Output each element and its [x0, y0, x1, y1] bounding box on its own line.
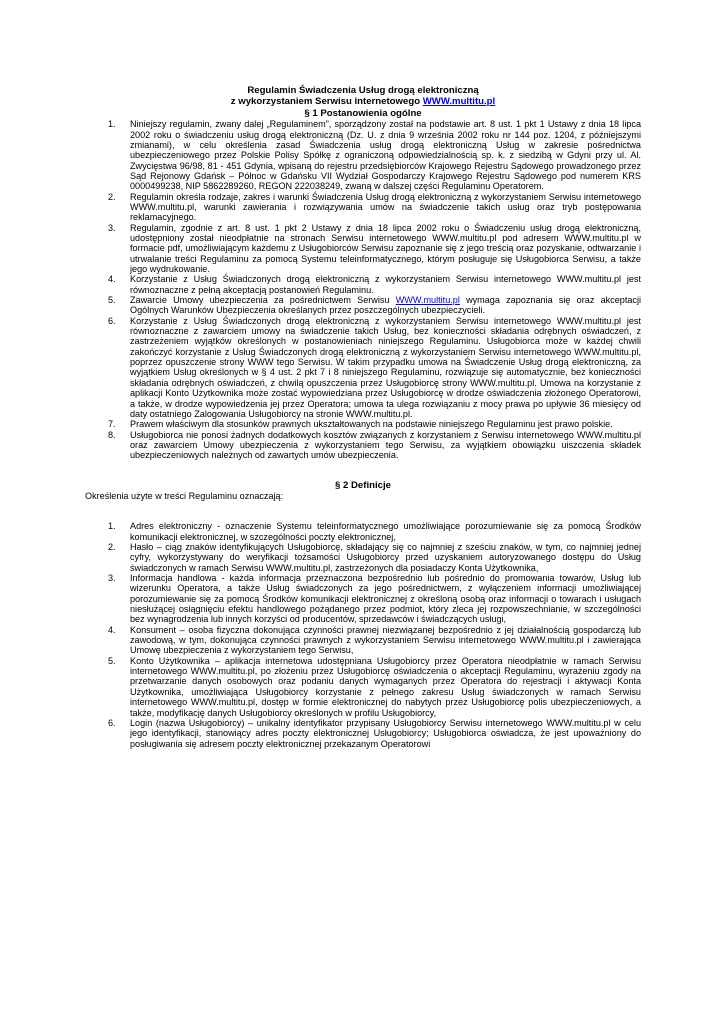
item-text-before: Zawarcie Umowy ubezpieczenia za pośrednictwem Serwisu [130, 295, 396, 306]
document-page [85, 85, 641, 749]
item-text: Regulamin określa rodzaje, zakres i warunki Świadczenia Usług drogą elektroniczną z wykorzystaniem Serwisu internetowego WWW.multitu.pl, warunki zawierania i rozwiązywania umów na świadczenie takich usług oraz tryb postępowania reklamacyjnego. [130, 191, 641, 223]
section-2-list [85, 521, 641, 749]
item-number: 2. [108, 542, 116, 552]
list-item [85, 573, 641, 625]
item-number: 3. [108, 573, 116, 584]
list-item [85, 295, 641, 316]
title-website-link[interactable]: WWW.multitu.pl [422, 96, 496, 108]
list-item [85, 419, 641, 429]
item-text: Korzystanie z Usług Świadczonych drogą elektroniczną z wykorzystaniem Serwisu internetowego WWW.multitu.pl jest równoznaczne z pełną akceptacją postanowień Regulaminu. [130, 274, 641, 295]
item-text: Niniejszy regulamin, zwany dalej „Regulaminem”, sporządzony został na podstawie art. 8 ust. 1 pkt 1 Ustawy z dnia 18 lipca 2002 roku o świadczeniu usług drogą elektroniczną (Dz. U. z dnia 9 września 2002 roku nr 144 poz. 1204, z późniejszymi zmianami), w celu określenia zasad Świadczenia usług drogą elektroniczną Usług w zakresie pośrednictwa ubezpieczeniowego przez Polskie Polisy Spółkę z ograniczoną odpowiedzialnością sp. k. z siedzibą w Gdyni przy ul. Al. Zwycięstwa 96/98, 81 - 451 Gdynia, wpisaną do rejestru przedsiębiorców Krajowego Rejestru Sądowego prowadzonego przez Sąd Rejonowy Gdańsk – Północ w Gdańsku VII Wydział Gospodarczy Krajowego Rejestru Sądowego pod numerem KRS 0000499238, NIP 5862289260, REGON 222038249, zwaną w dalszej części Regulaminu Operatorem. [130, 119, 641, 192]
list-item [85, 192, 641, 223]
list-item [85, 119, 641, 191]
list-item [85, 430, 641, 461]
item-number: 6. [108, 315, 116, 326]
item-text: Usługobiorca nie ponosi żadnych dodatkowych kosztów związanych z korzystaniem z Serwisu internetowego WWW.multitu.pl oraz zawarciem Umowy ubezpieczenia z wykorzystaniem tego Serwisu, za wyjątkiem obowiązku uiszczenia składek ubezpieczeniowych należnych od zawartych umów ubezpieczenia. [130, 429, 641, 461]
item-number: 6. [108, 717, 116, 728]
list-item [85, 718, 641, 749]
list-item [85, 223, 641, 275]
inline-website-link[interactable]: WWW.multitu.pl [395, 295, 460, 306]
list-item [85, 656, 641, 718]
title-line-2 [85, 96, 641, 107]
item-text: Informacja handlowa - każda informacja przeznaczona bezpośrednio lub pośrednio do promowania towarów, Usług lub wizerunku Operatora, a także Usług świadczonych za jego pośrednictwem, z wyłączeniem informacji umożliwiającej porozumiewanie się za pomocą Środków komunikacji elektronicznej z określoną osobą oraz informacji o towarach i usługach niesłużącej osiągnięciu efektu handlowego pożądanego przez podmiot, który zleca jej rozpowszechnianie, w szczególności bez wynagrodzenia lub innych korzyści od producentów, sprzedawców i świadczących usługi, [130, 573, 641, 625]
item-text-after: wymaga zapoznania się oraz akceptacji Ogólnych Warunków Ubezpieczenia określanych przez poszczególnych ubezpieczycieli. [130, 295, 642, 316]
item-number: 1. [108, 119, 116, 130]
section-1-heading: § 1 Postanowienia ogólne [304, 107, 422, 119]
list-item [85, 625, 641, 656]
item-text: Login (nazwa Usługobiorcy) – unikalny identyfikator przypisany Usługobiorcy Serwisu internetowego WWW.multitu.pl w celu jego identyfikacji, stanowiący adres poczty elektronicznej Usługobiorcy; Usługobiorca oświadcza, że jest upoważniony do posługiwania się adresem poczty elektronicznej przekazanym Operatorowi [130, 717, 641, 749]
list-item [85, 542, 641, 573]
document-title [85, 85, 641, 119]
item-number: 5. [108, 295, 116, 306]
item-number: 5. [108, 655, 116, 666]
item-text: Konto Użytkownika – aplikacja internetowa udostępniana Usługobiorcy przez Operatora nieodpłatnie w ramach Serwisu internetowego WWW.multitu.pl, po złożeniu przez Usługobiorcę oświadczenia o akceptacji Regulaminu, wyrażeniu zgody na przetwarzanie danych osobowych oraz podaniu danych wymaganych przez Operatora do rejestracji i aktywacji Konta Użytkownika, umożliwiająca Usługobiorcy korzystanie z pełnego zakresu Usług świadczonych w ramach Serwisu internetowego WWW.multitu.pl, dostęp w formie elektronicznej do nabytych przez Usługobiorcę polis ubezpieczeniowych, a także, modyfikację danych Usługobiorcy określonych w profilu Usługobiorcy, [130, 655, 641, 718]
list-item [85, 521, 641, 542]
item-text: Konsument – osoba fizyczna dokonująca czynności prawnej niezwiązanej bezpośrednio z jej działalnością gospodarczą lub zawodową, w tym, dokonująca czynności prawnych z wykorzystaniem Serwisu internetowego WWW.multitu.pl i zawierająca Umowę ubezpieczenia z wykorzystaniem tego Serwisu, [130, 624, 641, 656]
item-text: Adres elektroniczny - oznaczenie Systemu teleinformatycznego umożliwiające porozumiewanie się za pomocą Środków komunikacji elektronicznej, w szczególności poczty elektronicznej, [130, 521, 641, 542]
section-1-list [85, 119, 641, 460]
item-text: Korzystanie z Usług Świadczonych drogą elektroniczną z wykorzystaniem Serwisu internetowego WWW.multitu.pl jest równoznaczne z zawarciem umowy na świadczenie takich Usług, bez konieczności składania odrębnych oświadczeń, z zastrzeżeniem wyjątków określonych w postanowieniach niniejszego Regulaminu. Usługobiorca może w każdej chwili zakończyć korzystanie z Usług Świadczonych drogą elektroniczną z wykorzystaniem Serwisu internetowego WWW.multitu.pl, poprzez opuszczenie strony WWW tego Serwisu. W takim przypadku umowa na Świadczenie Usług drogą elektroniczną, za wyjątkiem Usług określonych w § 4 ust. 2 pkt 7 i 8 niniejszego Regulaminu, rozwiązuje się automatycznie, bez konieczności składania odrębnych oświadczeń, z chwilą opuszczenia przez Usługobiorcę strony WWW.multitu.pl. Umowa na korzystanie z aplikacji Konto Użytkownika może zostać wypowiedziana przez Usługobiorcę w drodze oświadczenia złożonego Operatorowi, a także, w drodze wypowiedzenia jej przez Operatora; umowa ta ulega rozwiązaniu z mocy prawa po upływie 36 miesięcy od daty ostatniego Zalogowania Usługobiorcy na stronie WWW.multitu.pl. [130, 315, 641, 419]
item-number: 3. [108, 222, 116, 233]
list-item [85, 316, 641, 419]
item-number: 7. [108, 419, 116, 430]
item-number: 1. [108, 521, 116, 532]
section-2-heading: § 2 Definicje [335, 479, 391, 491]
list-item [85, 274, 641, 295]
item-text: Hasło – ciąg znaków identyfikujących Usługobiorcę, składający się co najmniej z sześciu znaków, w tym, co najmniej jednej cyfry, wykorzystywany do weryfikacji tożsamości Usługobiorcy przed uzyskaniem autoryzowanego dostępu do Usług świadczonych w ramach Serwisu WWW.multitu.pl, zastrzeżonych dla posiadaczy Konta Użytkownika, [130, 542, 641, 573]
title-line-1: Regulamin Świadczenia Usług drogą elektroniczną [247, 85, 479, 96]
title-line-2-prefix: z wykorzystaniem Serwisu internetowego [230, 96, 423, 108]
item-text: Regulamin, zgodnie z art. 8 ust. 1 pkt 2 Ustawy z dnia 18 lipca 2002 roku o Świadczeniu usług drogą elektroniczną, udostępniony został nieodpłatnie na stronach Serwisu internetowego WWW.multitu.pl pod adresem WWW.multitu.pl w formacie pdf, umożliwiającym każdemu z Usługobiorców Serwisu zapoznanie się z jego treścią oraz pozyskanie, odtwarzanie i utrwalanie treści Regulaminu za pomocą Systemu teleinformatycznego, którym posługuje się Usługobiorca Serwisu, a także jego wydrukowanie. [130, 222, 641, 275]
item-number: 2. [108, 191, 116, 202]
item-number: 4. [108, 274, 116, 285]
section-2-intro: Określenia użyte w treści Regulaminu oznaczają: [85, 490, 284, 501]
item-number: 8. [108, 429, 116, 440]
item-text: Prawem właściwym dla stosunków prawnych ukształtowanych na podstawie niniejszego Regulaminu jest prawo polskie. [130, 419, 613, 430]
item-number: 4. [108, 624, 116, 635]
